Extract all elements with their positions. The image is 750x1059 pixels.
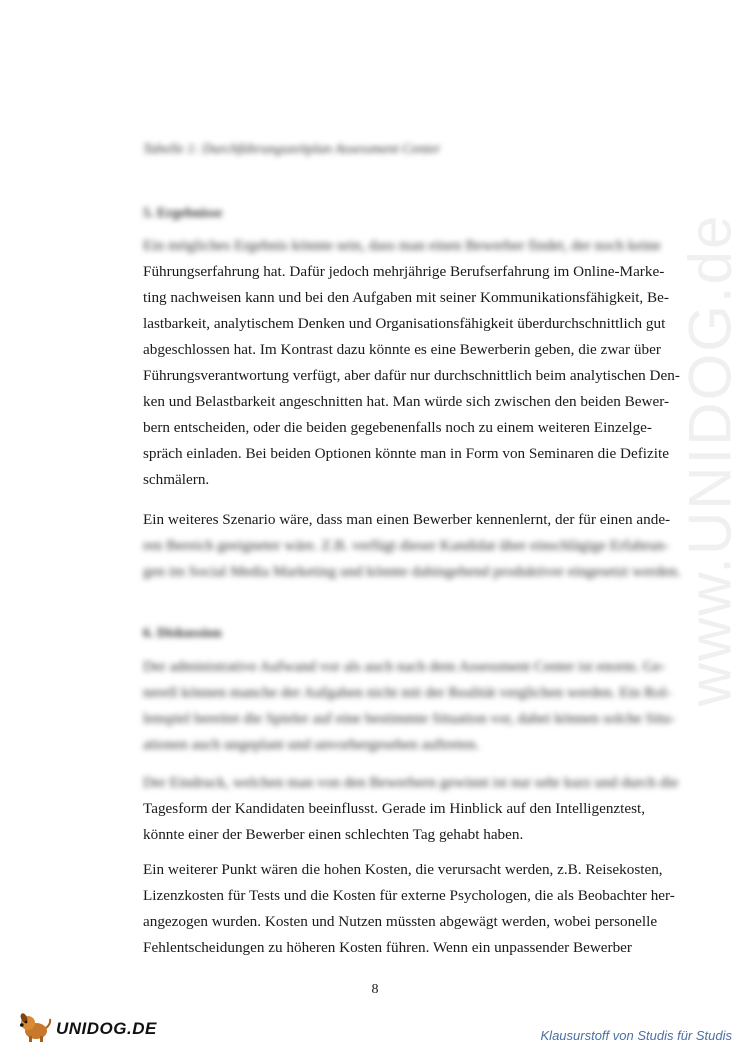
text-line: angezogen wurden. Kosten und Nutzen müssten abgewägt werden, wobei personelle — [143, 913, 658, 930]
text-line: lastbarkeit, analytischem Denken und Organisationsfähigkeit überdurchschnittlich gut — [143, 315, 666, 332]
logo-text: UNIDOG.DE — [56, 1019, 157, 1038]
text-line: ationen auch ungeplant und unvorhergesehen auftreten. — [143, 736, 480, 753]
text-line: Der Eindruck, welchen man von den Bewerbern gewinnt ist nur sehr kurz und durch die — [143, 774, 679, 791]
watermark: www.UNIDOG.de — [676, 213, 744, 707]
text-line: bern entscheiden, oder die beiden gegebenenfalls noch zu einem weiteren Einzelge- — [143, 419, 652, 436]
text-line: nerell können manche der Aufgaben nicht mit der Realität verglichen werden. Ein Rol- — [143, 684, 672, 701]
table-caption: Tabelle 1: Durchführungszeitplan Assessment Center — [143, 142, 441, 157]
paragraph-results-2 — [143, 507, 683, 585]
text-line: gen im Social Media Marketing und könnte dahingehend produktiver eingesetzt werden. — [143, 563, 681, 580]
text-line: Ein weiterer Punkt wären die hohen Kosten, die verursacht werden, z.B. Reisekosten, — [143, 861, 663, 878]
text-line: Führungserfahrung hat. Dafür jedoch mehrjährige Berufserfahrung im Online-Marke- — [143, 263, 665, 280]
text-line: Ein weiteres Szenario wäre, dass man einen Bewerber kennenlernt, der für einen ande- — [143, 511, 671, 528]
text-line: Fehlentscheidungen zu höheren Kosten führen. Wenn ein unpassender Bewerber — [143, 939, 632, 956]
text-line: Der administrative Aufwand vor als auch nach dem Assessment Center ist enorm. Ge- — [143, 658, 666, 675]
paragraph-discussion-3 — [143, 857, 683, 961]
text-line: abgeschlossen hat. Im Kontrast dazu könnte es eine Bewerberin geben, die zwar über — [143, 341, 661, 358]
text-line: könnte einer der Bewerber einen schlechten Tag gehabt haben. — [143, 826, 524, 843]
text-line: schmälern. — [143, 471, 210, 488]
footer-tagline: Klausurstoff von Studis für Studis — [540, 1028, 732, 1043]
text-line: Lizenzkosten für Tests und die Kosten für externe Psychologen, die als Beobachter her- — [143, 887, 675, 904]
paragraph-results-1 — [143, 233, 683, 493]
text-line: Tagesform der Kandidaten beeinflusst. Gerade im Hinblick auf den Intelligenztest, — [143, 800, 646, 817]
text-line: ren Bereich geeigneter wäre. Z.B. verfügt dieser Kandidat über einschlägige Erfahrun- — [143, 537, 669, 554]
paragraph-discussion-1 — [143, 654, 683, 758]
text-line: ken und Belastbarkeit angeschnitten hat. Man würde sich zwischen den beiden Bewer- — [143, 393, 670, 410]
unidog-logo[interactable] — [18, 1012, 157, 1046]
text-line: spräch einladen. Bei beiden Optionen könnte man in Form von Seminaren die Defizite — [143, 445, 669, 462]
section-heading-results: 5. Ergebnisse — [143, 206, 223, 221]
paragraph-discussion-2 — [143, 770, 683, 848]
text-line: lenspiel bereitet die Spieler auf eine bestimmte Situation vor, dabei können solche Situ- — [143, 710, 676, 727]
text-line: ting nachweisen kann und bei den Aufgaben mit seiner Kommunikationsfähigkeit, Be- — [143, 289, 669, 306]
text-line: Führungsverantwortung verfügt, aber dafür nur durchschnittlich beim analytischen Den- — [143, 367, 680, 384]
dog-icon — [18, 1010, 52, 1049]
section-heading-discussion: 6. Diskussion — [143, 626, 222, 641]
page-number: 8 — [371, 982, 379, 997]
text-line: Ein mögliches Ergebnis könnte sein, dass man einen Bewerber findet, der noch keine — [143, 237, 661, 254]
